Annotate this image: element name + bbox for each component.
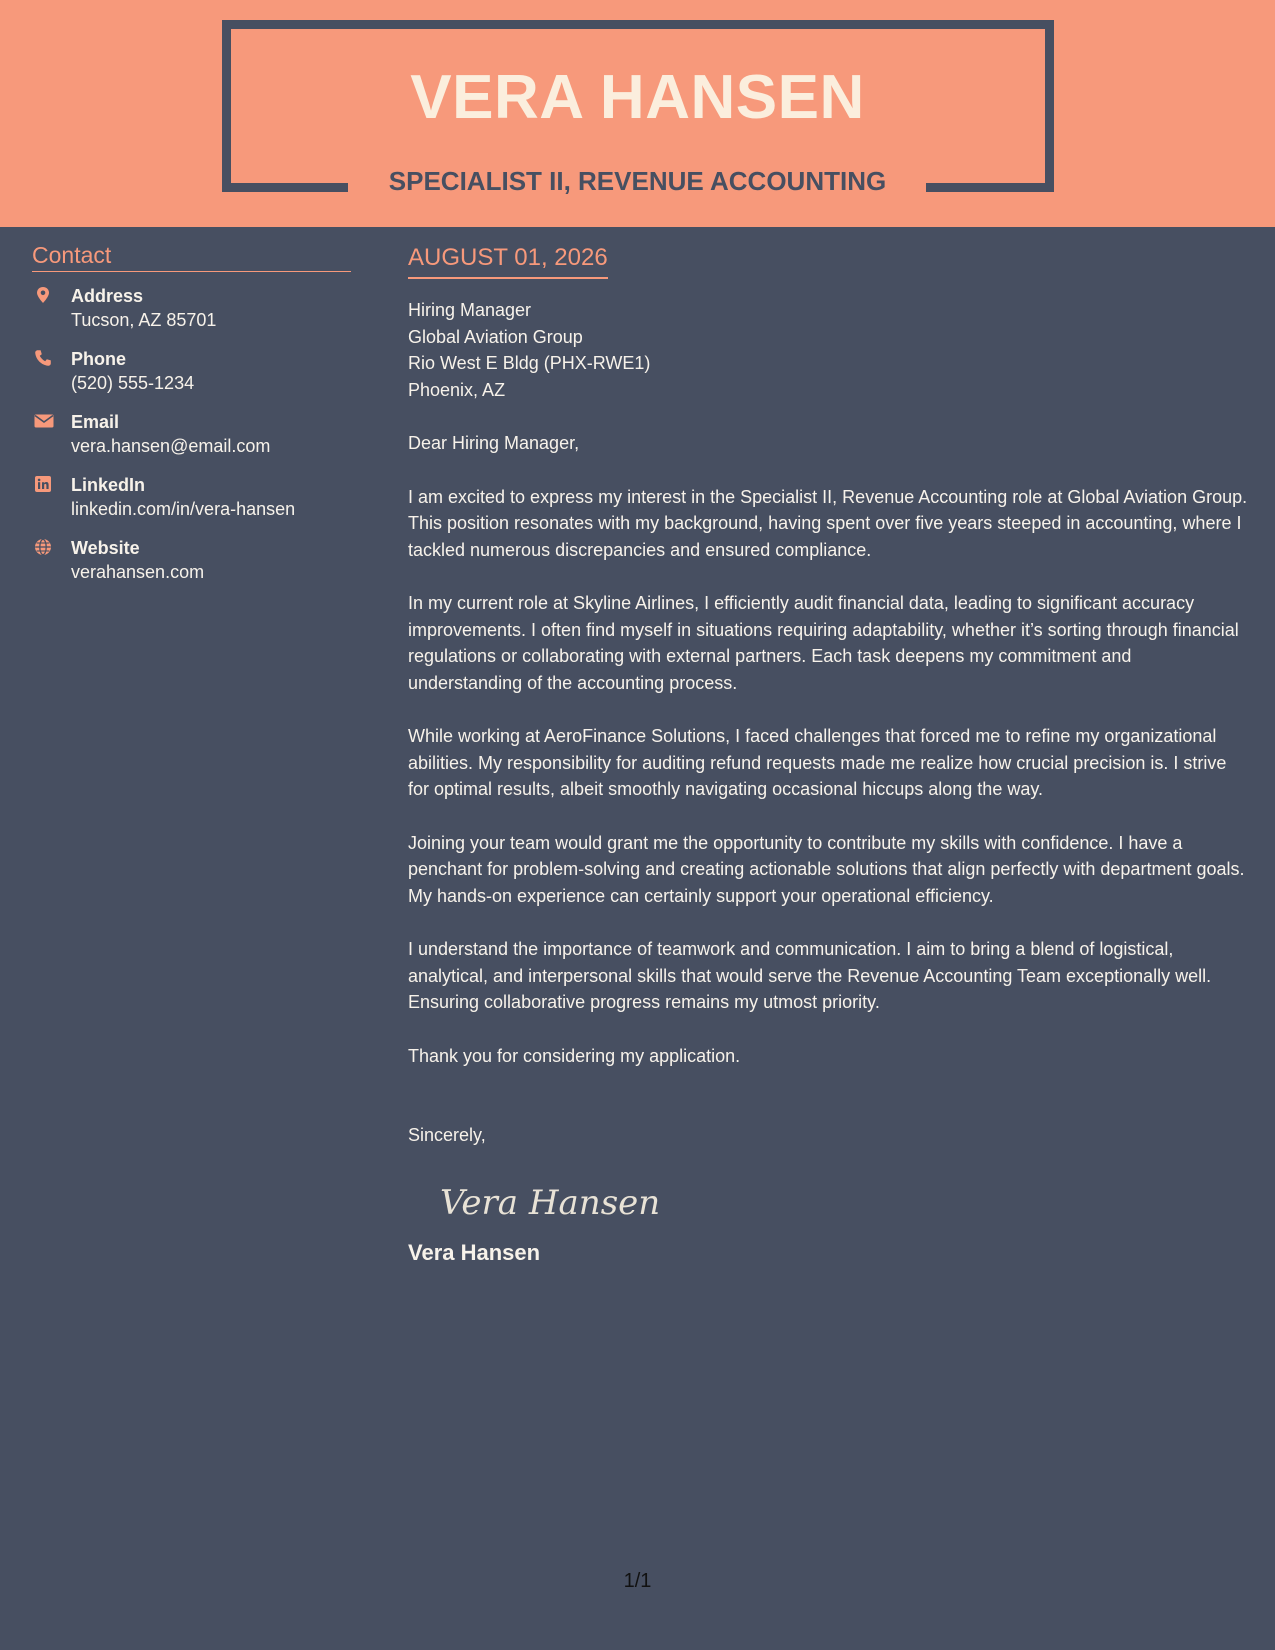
- contact-sidebar: [32, 242, 351, 599]
- recipient-line: Phoenix, AZ: [408, 379, 506, 400]
- header-banner: [0, 0, 1275, 227]
- contact-item-website: [32, 536, 351, 585]
- contact-label: Address: [71, 286, 144, 306]
- contact-item-phone: [32, 347, 351, 396]
- letter-paragraph: Joining your team would grant me the opportunity to contribute my skills with confidence. I have a penchant for problem-solving and creating actionable solutions that align perfectly with department goals. My hands-on experience can certainly support your operational efficiency.: [408, 832, 1245, 906]
- letter-paragraph: Thank you for considering my application.: [408, 1045, 741, 1066]
- letter-date: AUGUST 01, 2026: [408, 244, 608, 279]
- contact-item-email: [32, 410, 351, 459]
- signature-text: Vera Hansen: [440, 1183, 661, 1223]
- contact-label: Website: [71, 538, 140, 558]
- letter-paragraph: In my current role at Skyline Airlines, I efficiently audit financial data, leading to significant accuracy improvements. I often find myself in situations requiring adaptability, whether it’s sorting through financial regulations or collaborating with external partners. Each task deepens my commitment and understanding of the accounting process.: [408, 593, 1239, 693]
- letter-body: [408, 244, 1250, 1266]
- phone-icon: [34, 349, 52, 367]
- letter-paragraph: I understand the importance of teamwork and communication. I aim to bring a blend of logistical, analytical, and interpersonal skills that would serve the Revenue Accounting Team exceptionally well. Ensuring collaborative progress remains my utmost priority.: [408, 939, 1212, 1012]
- recipient-block: [408, 297, 1250, 403]
- signer-name: Vera Hansen: [408, 1240, 541, 1265]
- letter-paragraph: I am excited to express my interest in the Specialist II, Revenue Accounting role at Global Aviation Group. This position resonates with my background, having spent over five years steeped in accounting, where I tackled numerous discrepancies and ensured compliance.: [408, 486, 1248, 560]
- recipient-line: Hiring Manager: [408, 300, 532, 320]
- contact-label: Phone: [71, 349, 127, 369]
- salutation: Dear Hiring Manager,: [408, 433, 580, 453]
- map-pin-icon: [34, 286, 52, 304]
- contact-label: LinkedIn: [71, 475, 146, 495]
- applicant-name: VERA HANSEN: [410, 63, 865, 132]
- contact-value: verahansen.com: [71, 562, 205, 582]
- contact-heading: Contact: [32, 242, 351, 272]
- page-number: 1/1: [623, 1570, 652, 1592]
- envelope-icon: [34, 412, 52, 430]
- job-title: SPECIALIST II, REVENUE ACCOUNTING: [388, 166, 887, 196]
- contact-value: (520) 555-1234: [71, 373, 195, 393]
- recipient-line: Global Aviation Group: [408, 326, 583, 347]
- globe-icon: [34, 538, 52, 556]
- closing: Sincerely,: [408, 1125, 486, 1145]
- contact-value: vera.hansen@email.com: [71, 436, 271, 456]
- contact-value: Tucson, AZ 85701: [71, 310, 217, 330]
- linkedin-icon: [34, 475, 52, 493]
- contact-item-linkedin: [32, 473, 351, 522]
- recipient-line: Rio West E Bldg (PHX-RWE1): [408, 353, 651, 373]
- handwritten-signature: [436, 1172, 1250, 1232]
- contact-value: linkedin.com/in/vera-hansen: [71, 499, 296, 519]
- contact-item-address: [32, 284, 351, 333]
- contact-label: Email: [71, 412, 120, 432]
- letter-paragraph: While working at AeroFinance Solutions, I faced challenges that forced me to refine my organizational abilities. My responsibility for auditing refund requests made me realize how crucial precision is. I strive for optimal results, albeit smoothly navigating occasional hiccups along the way.: [408, 726, 1227, 799]
